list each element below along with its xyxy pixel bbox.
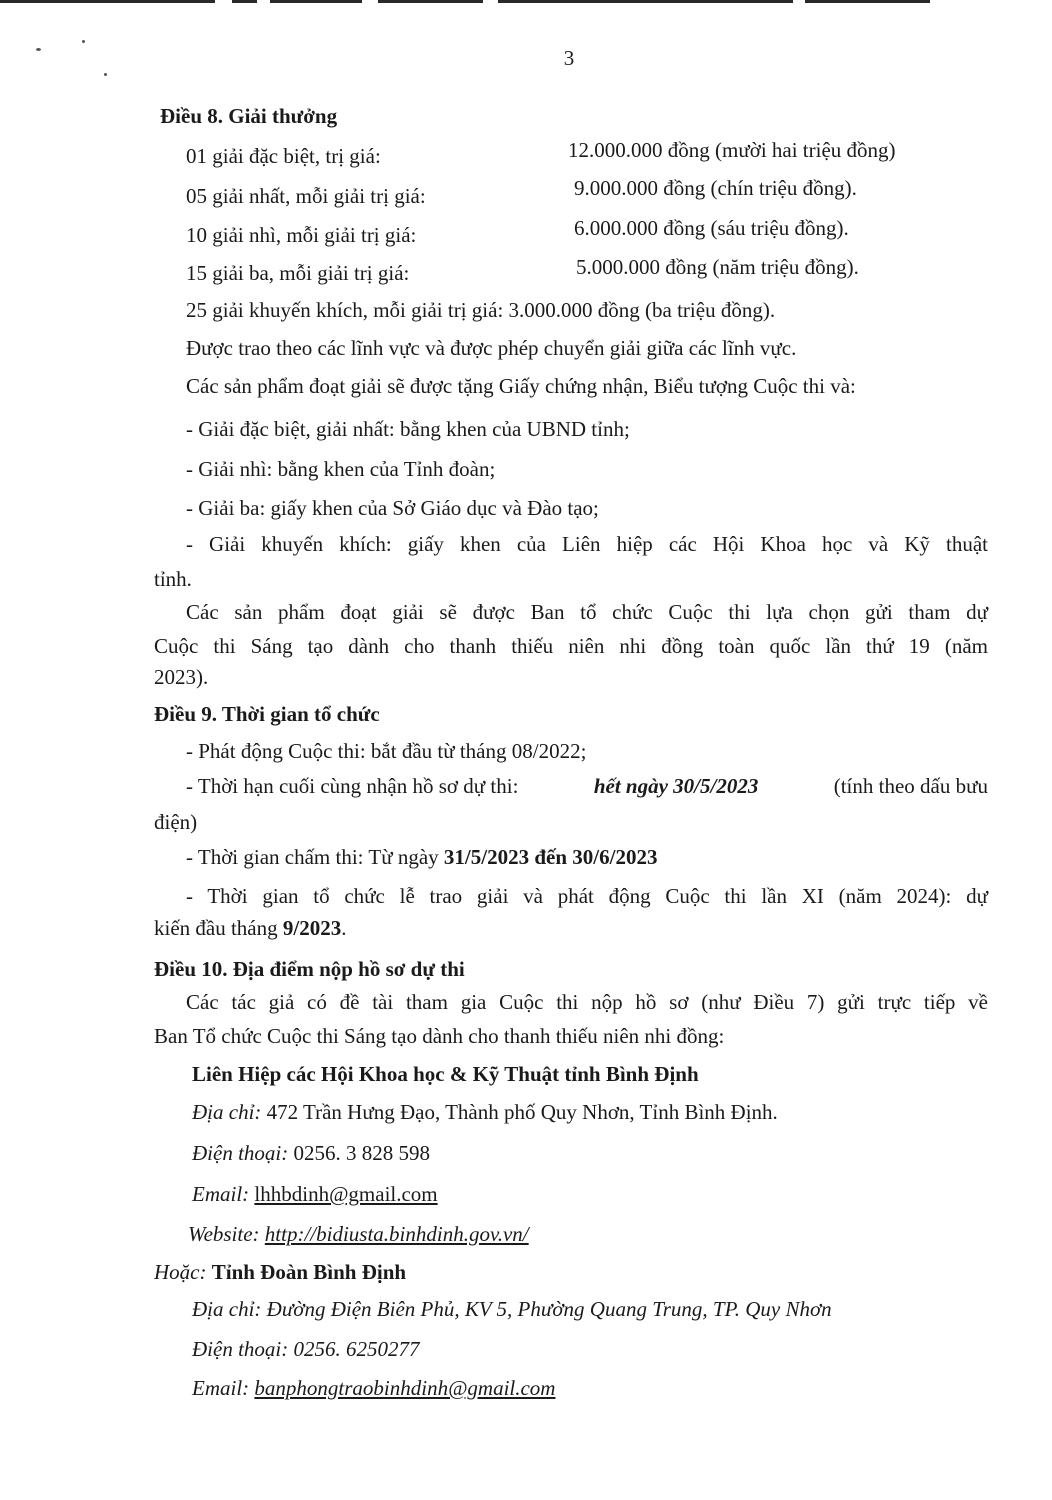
judging-mid: đến [534, 845, 568, 869]
page-number: 3 [563, 46, 575, 70]
org1-address [192, 1098, 778, 1126]
national-paragraph: Các sản phẩm đoạt giải sẽ được Ban tổ chức Cuộc thi lựa chọn gửi tham dự [186, 600, 988, 624]
launch-line: - Phát động Cuộc thi: bắt đầu từ tháng 08/2022; [186, 739, 587, 763]
ceremony-text: kiến đầu tháng [154, 916, 278, 940]
org1-website [188, 1220, 529, 1248]
org1-email-link[interactable]: lhhbdinh@gmail.com [254, 1182, 438, 1206]
scan-edge [0, 0, 215, 3]
national-paragraph: 2023). [154, 665, 209, 689]
ceremony-date: 9/2023 [282, 916, 342, 940]
org2-phone: Điện thoại: 0256. 6250277 [192, 1337, 420, 1361]
certificates-intro: Các sản phẩm đoạt giải sẽ được tặng Giấy chứng nhận, Biểu tượng Cuộc thi và: [186, 374, 856, 398]
transfer-note: Được trao theo các lĩnh vực và được phép chuyển giải giữa các lĩnh vực. [186, 336, 797, 360]
org1-address-value: 472 Trần Hưng Đạo, Thành phố Quy Nhơn, Tỉnh Bình Định. [266, 1100, 778, 1124]
scan-edge [378, 0, 483, 3]
prize-label: 10 giải nhì, mỗi giải trị giá: [186, 223, 417, 247]
scan-edge [498, 0, 793, 3]
org1-website-link[interactable]: http://bidiusta.binhdinh.gov.vn/ [264, 1222, 529, 1246]
award-item: - Giải đặc biệt, giải nhất: bằng khen của UBND tỉnh; [186, 417, 630, 441]
prize-label: 01 giải đặc biệt, trị giá: [186, 144, 381, 168]
scan-speck [82, 40, 85, 43]
deadline-line [186, 772, 988, 800]
or-label: Hoặc: [154, 1260, 207, 1284]
article-8-heading: Điều 8. Giải thưởng [160, 104, 338, 128]
scan-edge [805, 0, 930, 3]
org2-email-link[interactable]: banphongtraobinhdinh@gmail.com [254, 1376, 556, 1400]
scan-edge [270, 0, 362, 3]
org2-line [154, 1258, 406, 1286]
org2-address: Địa chỉ: Đường Điện Biên Phủ, KV 5, Phường Quang Trung, TP. Quy Nhơn [192, 1297, 832, 1321]
scan-edge [232, 0, 257, 3]
deadline-note: (tính theo dấu bưu [833, 774, 988, 798]
org1-phone [192, 1139, 430, 1167]
prize-label: 05 giải nhất, mỗi giải trị giá: [186, 184, 426, 208]
article-9-heading: Điều 9. Thời gian tổ chức [154, 702, 380, 726]
org1-email [192, 1180, 438, 1208]
ceremony-line: - Thời gian tổ chức lễ trao giải và phát động Cuộc thi lần XI (năm 2024): dự [186, 884, 988, 908]
judging-line [186, 843, 657, 871]
national-paragraph: Cuộc thi Sáng tạo dành cho thanh thiếu niên nhi đồng toàn quốc lần thứ 19 (năm [154, 634, 988, 658]
scan-speck [104, 73, 107, 76]
prize-value: 12.000.000 đồng (mười hai triệu đồng) [568, 138, 896, 162]
org1-phone-value: 0256. 3 828 598 [293, 1141, 430, 1165]
org2-name: Tỉnh Đoàn Bình Định [211, 1260, 407, 1284]
judging-from: 31/5/2023 [443, 845, 530, 869]
deadline-cont: điện) [154, 810, 198, 834]
award-item: - Giải khuyến khích: giấy khen của Liên hiệp các Hội Khoa học và Kỹ thuật [186, 532, 988, 556]
ceremony-cont [154, 914, 346, 942]
org1-address-label: Địa chỉ: [192, 1100, 262, 1124]
judging-to: 30/6/2023 [572, 845, 658, 869]
org1-phone-label: Điện thoại: [192, 1141, 289, 1165]
deadline-text: - Thời hạn cuối cùng nhận hồ sơ dự thi: [186, 774, 519, 798]
encouragement-prize: 25 giải khuyến khích, mỗi giải trị giá: 3.000.000 đồng (ba triệu đồng). [186, 298, 776, 322]
deadline-date: hết ngày 30/5/2023 [593, 774, 759, 798]
ceremony-end: . [341, 916, 347, 940]
article-10-heading: Điều 10. Địa điểm nộp hồ sơ dự thi [154, 957, 465, 981]
award-item: - Giải ba: giấy khen của Sở Giáo dục và Đào tạo; [186, 496, 599, 520]
org1-email-label: Email: [192, 1182, 250, 1206]
prize-value: 6.000.000 đồng (sáu triệu đồng). [574, 216, 849, 240]
submission-paragraph: Ban Tổ chức Cuộc thi Sáng tạo dành cho thanh thiếu niên nhi đồng: [154, 1024, 725, 1048]
org1-name: Liên Hiệp các Hội Khoa học & Kỹ Thuật tỉnh Bình Định [192, 1062, 699, 1086]
award-item: - Giải nhì: bằng khen của Tỉnh đoàn; [186, 457, 496, 481]
award-item-cont: tỉnh. [154, 567, 192, 591]
prize-value: 9.000.000 đồng (chín triệu đồng). [574, 176, 857, 200]
org2-email [192, 1374, 555, 1402]
org1-website-label: Website: [188, 1222, 260, 1246]
prize-value: 5.000.000 đồng (năm triệu đồng). [576, 255, 859, 279]
prize-label: 15 giải ba, mỗi giải trị giá: [186, 261, 410, 285]
submission-paragraph: Các tác giả có đề tài tham gia Cuộc thi nộp hồ sơ (như Điều 7) gửi trực tiếp về [186, 990, 988, 1014]
org2-email-label: Email: [192, 1376, 250, 1400]
judging-text: - Thời gian chấm thi: Từ ngày [186, 845, 439, 869]
